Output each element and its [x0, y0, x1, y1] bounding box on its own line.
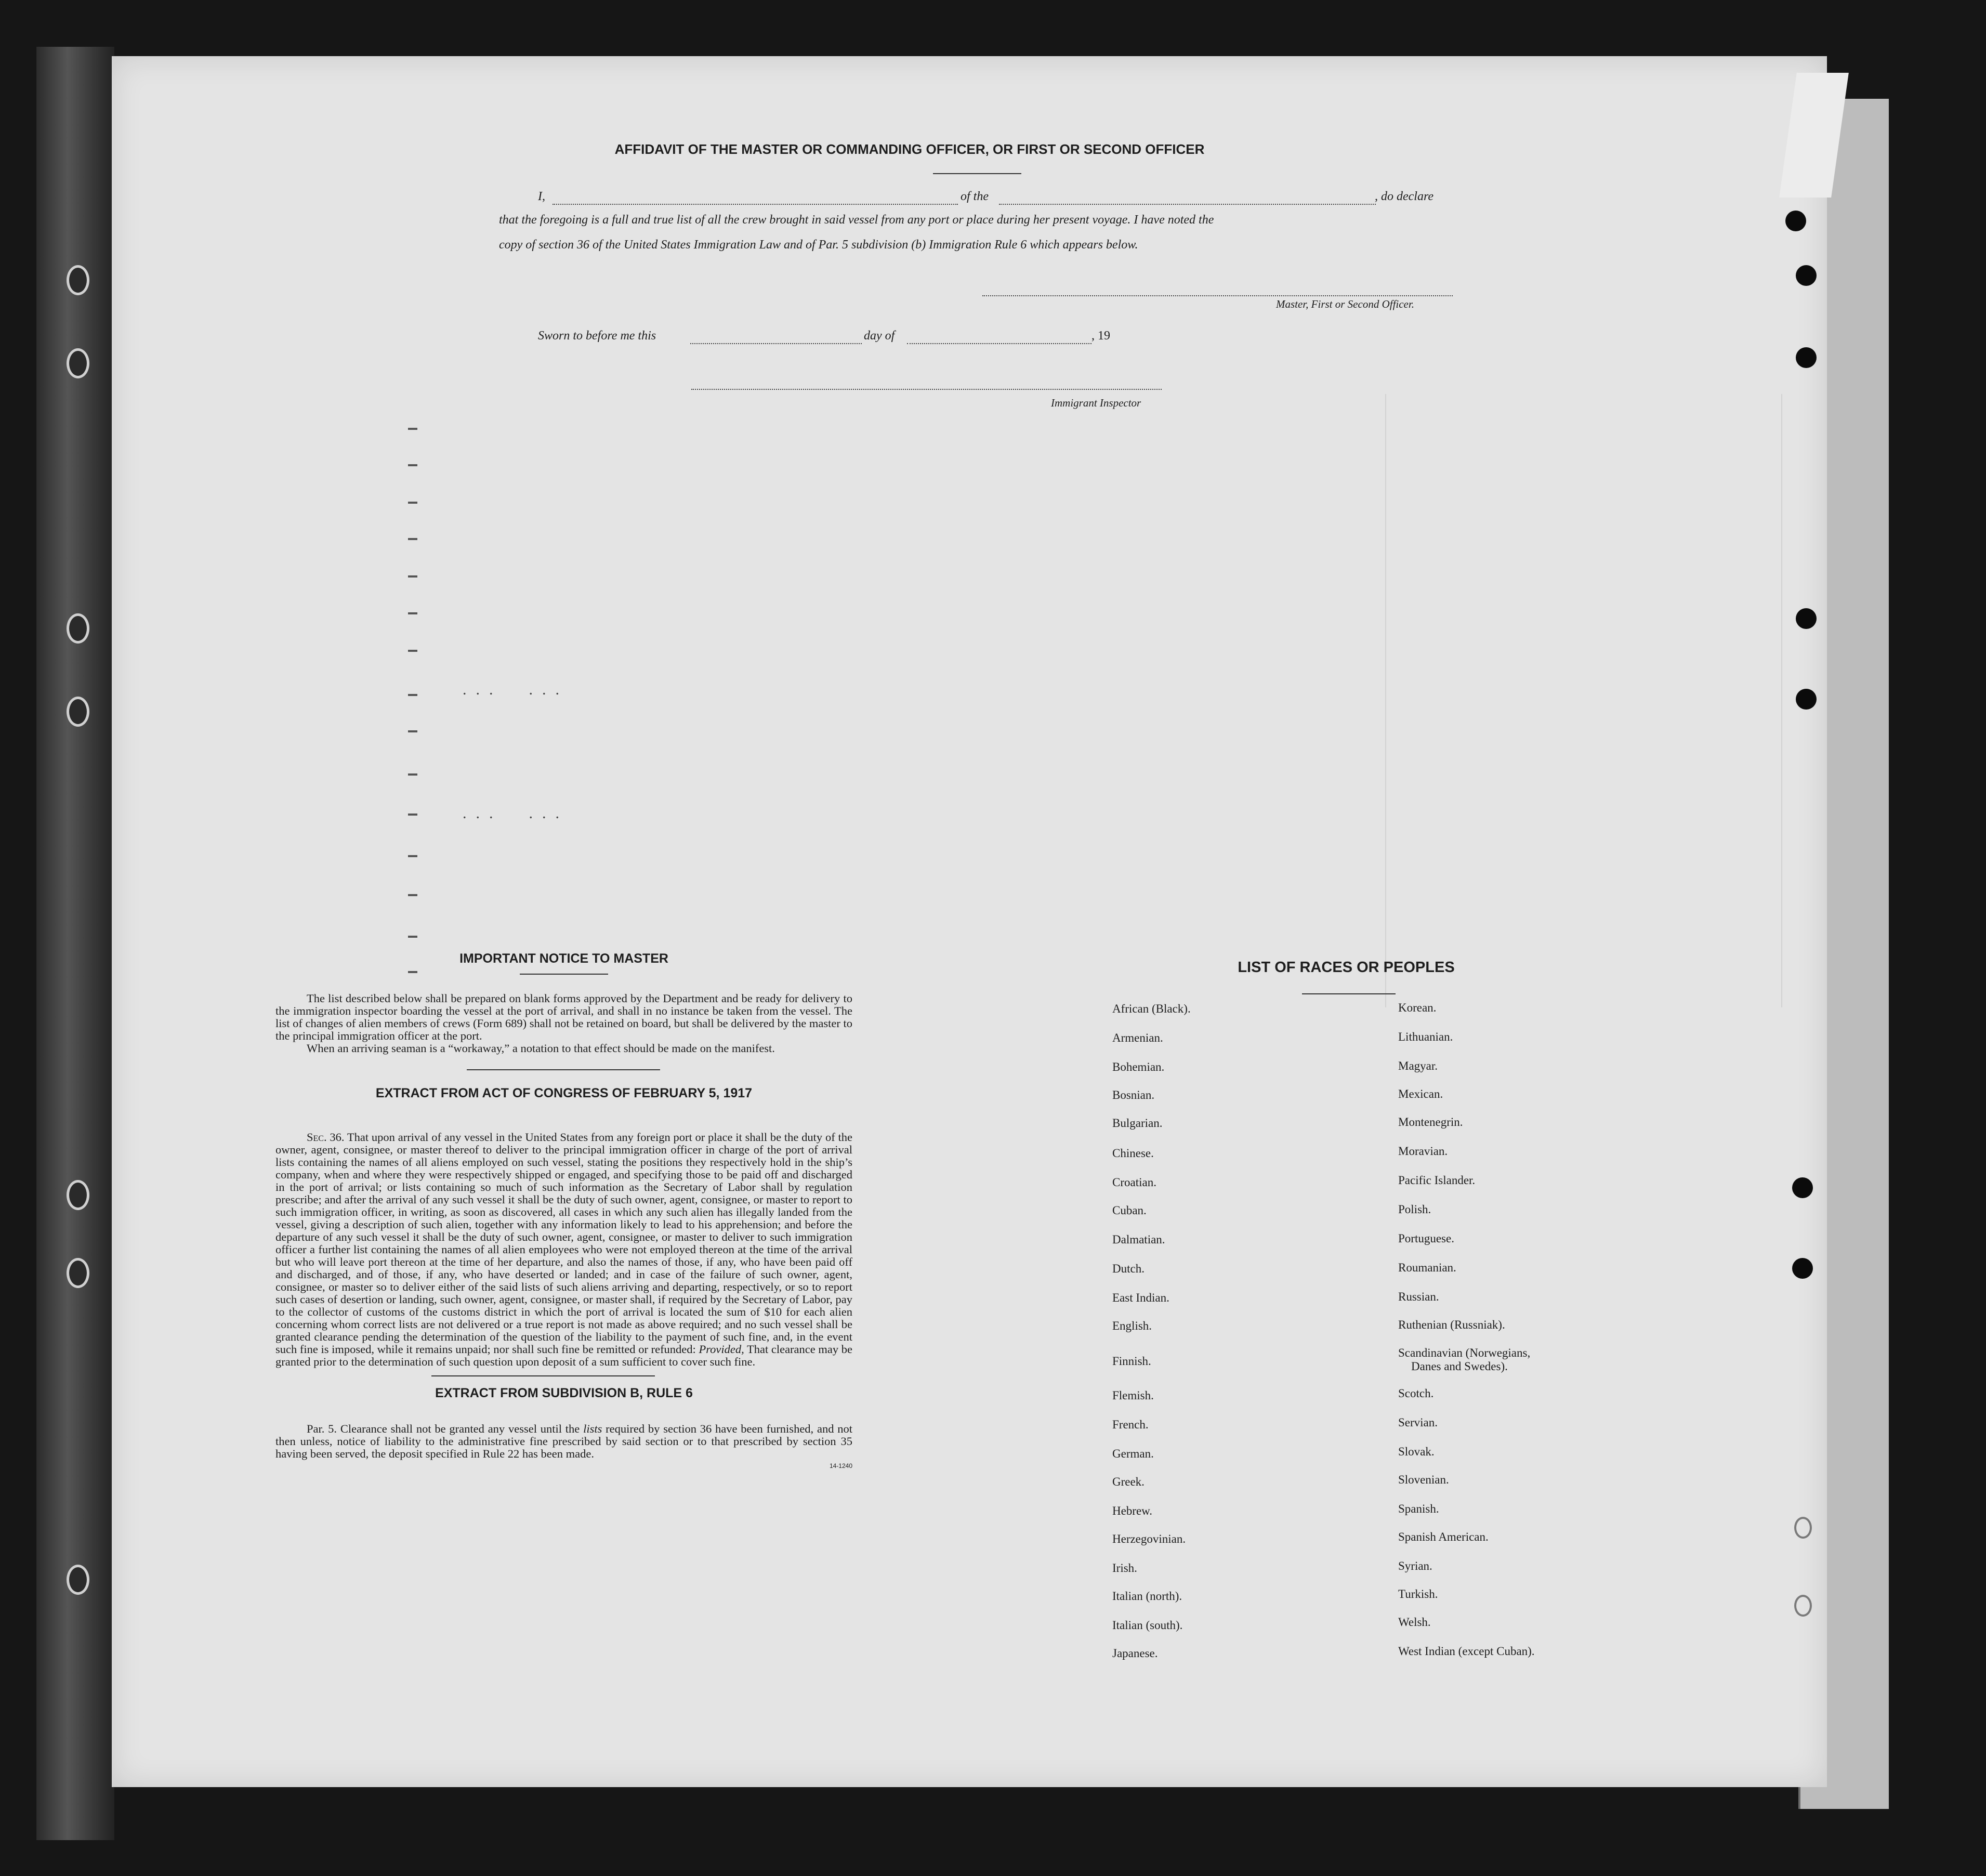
race-item: Flemish. — [1112, 1389, 1154, 1402]
race-item: Ruthenian (Russniak). — [1398, 1318, 1505, 1331]
race-item: French. — [1112, 1418, 1149, 1431]
extract-rule-text — [275, 1423, 852, 1460]
dot-marks: ... ... — [463, 681, 569, 698]
race-item: Italian (south). — [1112, 1619, 1183, 1632]
extract-act-title: EXTRACT FROM ACT OF CONGRESS OF FEBRUARY 5, 1917 — [375, 1086, 753, 1100]
race-item: Dutch. — [1112, 1262, 1145, 1275]
race-item: Greek. — [1112, 1475, 1145, 1488]
name-fill-line — [553, 204, 958, 205]
race-item: Syrian. — [1398, 1559, 1432, 1572]
race-item: Bosnian. — [1112, 1088, 1155, 1101]
divider — [520, 974, 608, 975]
race-item: Chinese. — [1112, 1147, 1154, 1160]
margin-tick — [408, 575, 417, 578]
race-item: Magyar. — [1398, 1059, 1438, 1072]
margin-tick — [408, 730, 417, 732]
race-item: Bulgarian. — [1112, 1117, 1163, 1130]
punch-hole — [1792, 1177, 1813, 1198]
race-item: Italian (north). — [1112, 1590, 1182, 1603]
margin-tick — [408, 694, 417, 696]
race-item: Slovenian. — [1398, 1473, 1449, 1486]
margin-tick — [408, 773, 417, 776]
race-item: Servian. — [1398, 1416, 1438, 1429]
punch-hole — [1796, 608, 1817, 629]
race-item: Irish. — [1112, 1562, 1137, 1575]
sworn-day-of: day of — [864, 329, 895, 343]
margin-tick — [408, 894, 417, 896]
race-item: Mexican. — [1398, 1087, 1443, 1100]
notice-paragraph-2: When an arriving seaman is a “workaway,” a notation to that effect should be made on the manifest. — [307, 1042, 775, 1055]
section-36-text: That upon arrival of any vessel in the United States from any foreign port or place it shall be the duty of the owner, agent, consignee, or master thereof to deliver to the principal immigration officer in charge of the port of arrival lists containing the names of all aliens employed on such vessel, stating the positions they respectively hold in the ship’s company, when and where they were respectively shipped or engaged, and specifying those to be paid off and discharged in the port of arrival; or lists containing so much of such information as the Secretary of Labor shall by regulation prescribe; and after the arrival of any such vessel it shall be the duty of such owner, agent, consignee, or master to report to such immigration officer, in writing, as soon as discovered, all cases in which any such alien has illegally landed from the vessel, giving a description of such alien, together with any information likely to lead to his apprehension; and before the departure of any such vessel it shall be the duty of such owner, agent, consignee, or master to deliver to such immigration officer a further list containing the names of all alien employees who were not employed thereon at the time of the arrival but who will leave port thereon at the time of her departure, and also the names of those, if any, who have been paid off and discharged, and of those, if any, who have deserted or landed; and in case of the failure of such owner, agent, consignee, or master so to deliver either of the said lists of such aliens arriving and departing, respectively, or so to report such cases of desertion or landing, such owner, agent, consignee, or master shall, if required by the Secretary of Labor, pay to the collector of customs of the customs district in which the port of arrival is located the sum of $10 for each alien concerning whom correct lists are not delivered or a true report is not made as above required; and no such vessel shall be granted clearance pending the determination of the question of the liability to the payment of such fine, and, in the event such fine is imposed, while it remains unpaid; nor shall such fine be remitted or refunded: — [275, 1131, 852, 1356]
race-item: English. — [1112, 1319, 1152, 1332]
notice-paragraph-1: The list described below shall be prepared on blank forms approved by the Department and be ready for delivery to the immigration inspector boarding the vessel at the port of arrival, and shall in no instance be taken from the vessel. The list of changes of alien members of crews (Form 689) shall not be retained on board, but shall be delivered by the master to the principal immigration officer at the port. — [275, 992, 852, 1042]
divider — [933, 173, 1021, 174]
race-item: Korean. — [1398, 1001, 1437, 1014]
affidavit-title: AFFIDAVIT OF THE MASTER OR COMMANDING OFFICER, OR FIRST OR SECOND OFFICER — [614, 141, 1205, 157]
extract-act-text — [275, 1131, 852, 1368]
binder-hole — [67, 265, 89, 295]
race-item: Roumanian. — [1398, 1261, 1456, 1274]
race-item: Finnish. — [1112, 1355, 1151, 1368]
race-item: Polish. — [1398, 1203, 1431, 1216]
section-label: Sec. 36. — [307, 1131, 345, 1144]
race-item: Danes and Swedes). — [1411, 1360, 1508, 1373]
race-item: Hebrew. — [1112, 1504, 1153, 1517]
affidavit-line3: copy of section 36 of the United States Immigration Law and of Par. 5 subdivision (b) Immigration Rule 6 which appears below. — [499, 238, 1138, 252]
race-item: Japanese. — [1112, 1647, 1158, 1660]
race-item: Spanish. — [1398, 1502, 1439, 1515]
sworn-month-fill-line — [907, 343, 1091, 344]
margin-tick — [408, 502, 417, 504]
sworn-year: , 19 — [1091, 329, 1110, 343]
margin-tick — [408, 428, 417, 430]
binder-hole — [67, 1180, 89, 1210]
sworn-day-fill-line — [690, 343, 862, 344]
race-item: Montenegrin. — [1398, 1116, 1463, 1129]
form-code: 14-1240 — [829, 1462, 852, 1470]
margin-tick — [408, 936, 417, 938]
race-item: Armenian. — [1112, 1031, 1163, 1044]
binder-hole — [67, 1565, 89, 1595]
race-item: German. — [1112, 1447, 1154, 1460]
race-item: Cuban. — [1112, 1204, 1147, 1217]
section-36-text-end: That clearance may be granted prior to the determination of such question upon deposit of a sum sufficient to cover such fine. — [275, 1343, 853, 1368]
margin-tick — [408, 612, 417, 614]
punch-hole — [1792, 1258, 1813, 1279]
margin-tick — [408, 650, 417, 652]
divider — [1302, 993, 1396, 994]
punch-hole — [1796, 347, 1817, 368]
master-signature-label: Master, First or Second Officer. — [1276, 298, 1414, 310]
race-item: Croatian. — [1112, 1176, 1156, 1189]
race-item: Dalmatian. — [1112, 1233, 1165, 1246]
affidavit-declare-label: , do declare — [1375, 190, 1434, 203]
rule-text-start: Par. 5. Clearance shall not be granted any vessel until the — [307, 1422, 580, 1435]
punch-hole — [1785, 211, 1806, 231]
punch-hole — [1796, 265, 1817, 286]
binder-hole — [67, 697, 89, 727]
race-item: Turkish. — [1398, 1588, 1438, 1600]
notice-title: IMPORTANT NOTICE TO MASTER — [459, 951, 668, 966]
punch-hole — [1796, 689, 1817, 710]
dot-marks: ... ... — [463, 805, 569, 822]
race-item: Lithuanian. — [1398, 1030, 1453, 1043]
provided-word: Provided, — [699, 1343, 744, 1356]
affidavit-of-the-label: of the — [961, 190, 989, 203]
sworn-prefix: Sworn to before me this — [538, 329, 656, 343]
margin-tick — [408, 814, 417, 816]
rule-text-end: required by section 36 have been furnished, and not then unless, notice of liability to the administrative fine prescribed by said section or to that prescribed by section 35 having been served, the deposit specified in Rule 22 has been made. — [275, 1422, 853, 1460]
race-item: Welsh. — [1398, 1616, 1431, 1629]
race-item: Scotch. — [1398, 1387, 1434, 1400]
race-item: East Indian. — [1112, 1291, 1169, 1304]
margin-tick — [408, 464, 417, 466]
race-item: West Indian (except Cuban). — [1398, 1645, 1535, 1658]
races-title: LIST OF RACES OR PEOPLES — [1238, 959, 1455, 976]
punch-hole-outline — [1794, 1517, 1812, 1539]
margin-tick — [408, 538, 417, 540]
bleed-through-ruling — [1385, 394, 1782, 1007]
race-item: Slovak. — [1398, 1445, 1435, 1458]
binder-hole — [67, 613, 89, 644]
lists-word: lists — [583, 1422, 602, 1435]
extract-rule-title: EXTRACT FROM SUBDIVISION B, RULE 6 — [435, 1386, 693, 1400]
race-item: Pacific Islander. — [1398, 1174, 1476, 1187]
notice-column — [275, 951, 852, 1470]
inspector-signature-label: Immigrant Inspector — [1051, 397, 1141, 409]
margin-tick — [408, 855, 417, 857]
race-item: Spanish American. — [1398, 1530, 1489, 1543]
race-item: Scandinavian (Norwegians, — [1398, 1346, 1531, 1359]
race-item: Portuguese. — [1398, 1232, 1454, 1245]
affidavit-line2: that the foregoing is a full and true list of all the crew brought in said vessel from any port or place during her present voyage. I have noted the — [499, 213, 1214, 227]
race-item: Bohemian. — [1112, 1060, 1165, 1073]
race-item: Moravian. — [1398, 1145, 1448, 1158]
divider — [467, 1069, 660, 1070]
master-signature-line — [982, 295, 1453, 296]
document-page — [112, 56, 1827, 1787]
punch-hole-outline — [1794, 1595, 1812, 1617]
race-item: Herzegovinian. — [1112, 1532, 1186, 1545]
divider — [431, 1375, 655, 1376]
vessel-fill-line — [999, 204, 1376, 205]
affidavit-i-label: I, — [538, 190, 545, 203]
race-item: Russian. — [1398, 1290, 1439, 1303]
race-item: African (Black). — [1112, 1002, 1191, 1015]
binder-hole — [67, 1258, 89, 1288]
binder-hole — [67, 348, 89, 378]
inspector-signature-line — [691, 389, 1162, 390]
